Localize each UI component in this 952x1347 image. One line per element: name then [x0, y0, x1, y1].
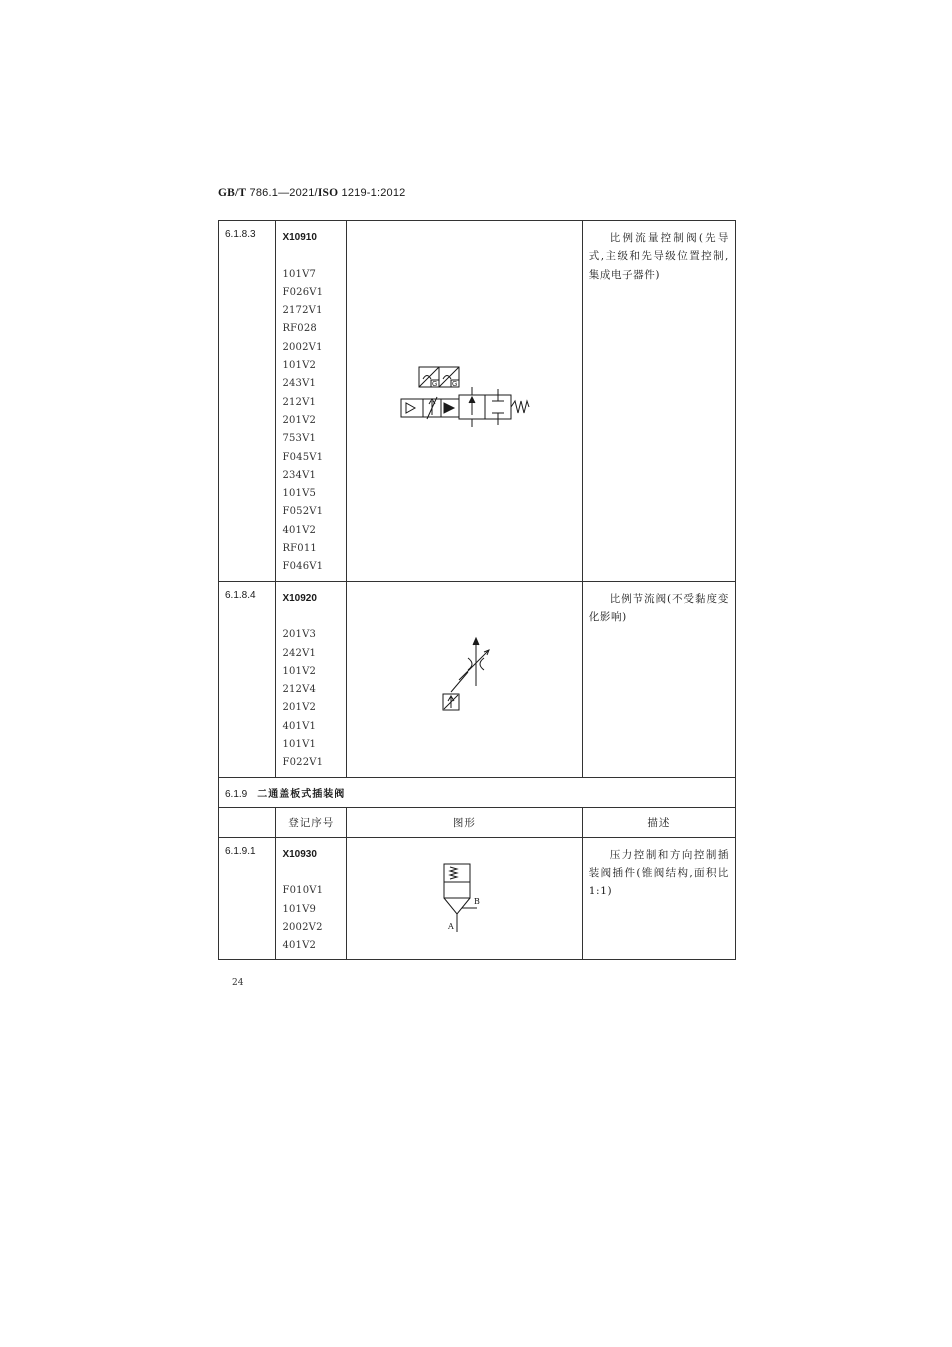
description: 比例节流阀(不受黏度变化影响)	[588, 592, 729, 623]
item-number: 6.1.8.4	[225, 589, 256, 601]
pilot-label-g1: G	[431, 381, 438, 388]
reg-item: 401V2	[282, 940, 317, 952]
reg-item: 401V2	[282, 524, 317, 536]
section-row	[219, 777, 736, 807]
description: 比例流量控制阀(先导式,主级和先导级位置控制,集成电子器件)	[588, 232, 729, 281]
reg-item: 753V1	[282, 433, 317, 445]
port-label-b: B	[473, 896, 480, 906]
reg-item: 401V1	[282, 720, 317, 732]
cartridge-valve-symbol	[347, 838, 581, 953]
reg-item: F045V1	[282, 451, 324, 463]
reg-item: 101V9	[282, 903, 317, 915]
column-header-row	[219, 807, 736, 837]
reg-item: F052V1	[282, 506, 324, 518]
proportional-throttle-valve-symbol	[347, 582, 581, 771]
iso-prefix: ISO	[317, 187, 339, 199]
reg-item: 242V1	[282, 647, 317, 659]
std-prefix: GB/T	[218, 187, 247, 199]
symbol-code: X10930	[282, 848, 317, 860]
reg-item: F046V1	[282, 561, 324, 573]
reg-item: F026V1	[282, 286, 324, 298]
reg-item: 212V1	[282, 396, 317, 408]
proportional-flow-valve-symbol	[347, 221, 581, 576]
reg-item: 101V5	[282, 488, 317, 500]
reg-item: 201V2	[282, 414, 317, 426]
reg-item: 234V1	[282, 469, 317, 481]
reg-item: RF011	[282, 543, 317, 555]
reg-item: 243V1	[282, 378, 317, 390]
table-row	[219, 837, 736, 960]
section-number: 6.1.9	[225, 788, 248, 800]
symbol-code: X10910	[282, 232, 317, 243]
symbol-code: X10920	[282, 592, 317, 604]
item-number: 6.1.8.3	[225, 229, 256, 240]
reg-item: 212V4	[282, 684, 317, 696]
section-heading	[219, 778, 735, 807]
column-header-description: 描述	[647, 816, 671, 829]
registration-list	[276, 582, 346, 777]
description: 压力控制和方向控制插装阀插件(锥阀结构,面积比1:1)	[588, 848, 729, 898]
reg-item: 101V7	[282, 268, 317, 280]
registration-list	[276, 838, 346, 960]
reg-item: RF028	[282, 323, 317, 335]
reg-item: 2172V1	[282, 305, 323, 317]
section-title: 二通盖板式插装阀	[257, 788, 346, 800]
column-header-figure: 图形	[452, 816, 476, 829]
table-row	[219, 581, 736, 777]
reg-item: 101V2	[282, 665, 317, 677]
item-number: 6.1.9.1	[225, 845, 256, 857]
symbol-table	[218, 220, 736, 960]
table-row	[219, 221, 736, 582]
reg-item: 101V1	[282, 739, 317, 751]
column-header-reg: 登记序号	[288, 816, 335, 829]
reg-item: 2002V2	[282, 921, 323, 933]
page-number: 24	[232, 978, 244, 988]
iso-number: 1219-1:2012	[341, 187, 406, 199]
registration-list	[276, 221, 346, 581]
reg-item: F010V1	[282, 885, 324, 897]
port-label-a: A	[447, 921, 454, 931]
pilot-label-g2: G	[451, 381, 458, 388]
document-header	[218, 187, 405, 199]
reg-item: 201V3	[282, 629, 317, 641]
reg-item: 2002V1	[282, 341, 323, 353]
std-number: 786.1—2021/	[249, 187, 318, 199]
reg-item: 201V2	[282, 702, 317, 714]
reg-item: 101V2	[282, 360, 317, 372]
reg-item: F022V1	[282, 757, 324, 769]
